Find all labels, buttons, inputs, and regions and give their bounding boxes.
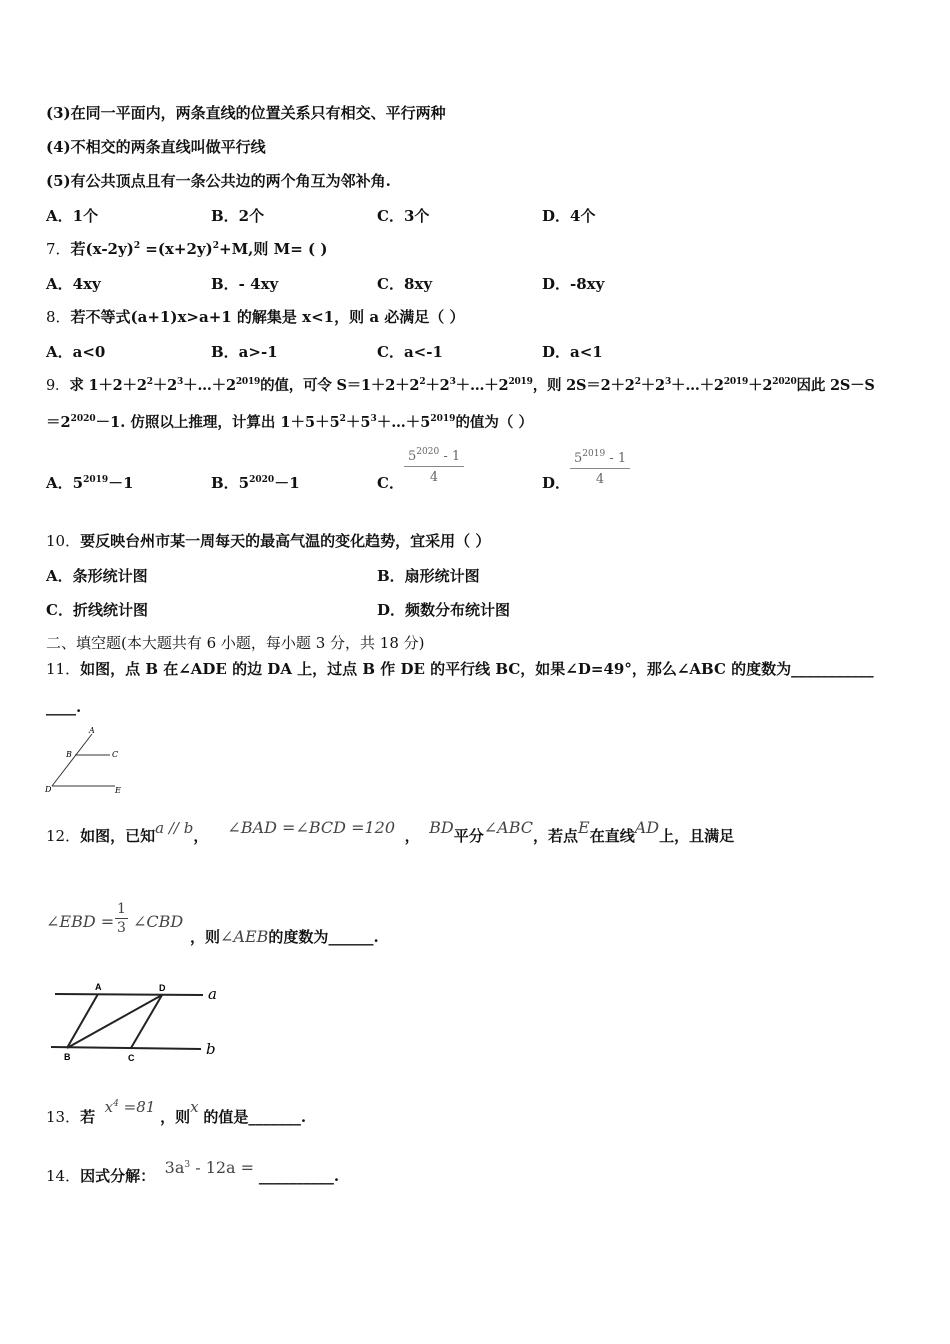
q9-option-a[interactable]: A．$5^{2019}-1$	[46, 474, 134, 492]
label-b: B	[66, 750, 72, 759]
q7-option-a[interactable]: A．4xy	[46, 275, 101, 293]
q11-stem: 如图，点 B 在∠ADE 的边 DA 上，过点 B 作 DE 的平行线 BC，如果∠D=49°，那么∠ABC 的度数为	[80, 660, 792, 678]
label-line-b: b	[206, 1040, 216, 1058]
statement-3: (3)在同一平面内，两条直线的位置关系只有相交、平行两种	[46, 104, 446, 122]
q14-expression: $3a^3 - 12a$ =	[164, 1158, 255, 1177]
q11-number: 11．	[46, 660, 81, 678]
label-c-point: C	[128, 1053, 135, 1063]
question-7	[46, 239, 327, 259]
line-b	[51, 1047, 201, 1049]
q9-option-d-fraction: $\frac{5^{2019} - 1}{4}$	[570, 451, 630, 487]
q11-answer-blank[interactable]: ___________	[791, 660, 874, 678]
q7-stem: 若$(x-2y)^2 =(x+2y)^2+M$,则 M= ( )	[70, 240, 328, 258]
q12-line-2: ，则∠AEB的度数为______.	[190, 927, 379, 946]
q8-option-d[interactable]: D．a<1	[542, 343, 603, 361]
q8-option-a[interactable]: A．a<0	[46, 343, 106, 361]
question-9-line-1: 9．求 $1+2+2^2+2^3+\dots+2^{2019}$的值，可令 $S=1+2+2^2+2^3+\dots+2^{2019}$，则 $2S=2+2^2+2^3+\dots+2^{2019}+2^{2020}$因此 2S－S	[46, 377, 875, 394]
statement-4: (4)不相交的两条直线叫做平行线	[46, 138, 266, 156]
q6-option-a[interactable]: A．1个	[46, 207, 99, 225]
label-a: A	[89, 726, 95, 735]
q11-figure	[40, 722, 130, 796]
question-8	[46, 307, 464, 327]
q8-stem: 若不等式(a+1)x>a+1 的解集是 x<1，则 a 必满足（ ）	[70, 308, 465, 326]
q9-option-c-fraction: $\frac{5^{2020} - 1}{4}$	[404, 449, 464, 485]
q8-option-c[interactable]: C．a<-1	[377, 343, 443, 361]
q12-condition-rhs: ∠CBD	[133, 912, 184, 931]
question-12-line-1: 12．如图，已知a // b， ∠BAD =∠BCD =120 ， BD平分∠ABC，若点E在直线AD上，且满足	[46, 818, 735, 845]
label-d-point: D	[159, 983, 166, 993]
q10-option-d[interactable]: D．频数分布统计图	[377, 601, 511, 619]
q12-figure	[45, 978, 235, 1064]
q13-equation: $x^4 =81$	[104, 1098, 156, 1116]
section-2-heading: 二、填空题(本大题共有 6 小题，每小题 3 分，共 18 分)	[46, 634, 425, 652]
label-a-point: A	[95, 982, 102, 992]
q10-stem: 要反映台州市某一周每天的最高气温的变化趋势，宜采用（ ）	[80, 532, 491, 550]
question-13: 13．若 $x^4 =81$ ，则x 的值是_______.	[46, 1098, 307, 1126]
q6-option-c[interactable]: C．3个	[377, 207, 430, 225]
question-10	[46, 531, 490, 551]
q9-option-d[interactable]: D．	[542, 474, 571, 492]
q6-option-b[interactable]: B．2个	[211, 207, 265, 225]
q14-answer-blank[interactable]: __________	[258, 1167, 334, 1185]
q12-answer-blank[interactable]: ______	[328, 928, 374, 946]
q7-option-c[interactable]: C．8xy	[377, 275, 433, 293]
question-9-line-2: $=2^{2020}-1$. 仿照以上推理，计算出 $1+5+5^2+5^3+\dots+5^{2019}$的值为（ ）	[46, 414, 533, 431]
label-line-a: a	[208, 985, 217, 1003]
q7-option-d[interactable]: D．-8xy	[542, 275, 605, 293]
label-b-point: B	[64, 1052, 71, 1062]
question-14: 14．因式分解： $3a^3 - 12a$ = __________.	[46, 1158, 340, 1185]
q12-fraction: $\frac{1}{3}$	[117, 901, 126, 936]
ray-da	[52, 734, 92, 786]
q10-option-c[interactable]: C．折线统计图	[46, 601, 148, 619]
q9-option-b[interactable]: B．$5^{2020}-1$	[211, 474, 300, 492]
q9-option-c[interactable]: C．	[377, 474, 404, 492]
q13-answer-blank[interactable]: _______	[248, 1108, 301, 1126]
q7-option-b[interactable]: B．- 4xy	[211, 275, 279, 293]
q6-option-d[interactable]: D．4个	[542, 207, 596, 225]
line-a	[55, 994, 203, 995]
q11-blank-continued[interactable]: ____.	[46, 698, 82, 716]
q8-number: 8．	[46, 308, 71, 326]
q10-number: 10．	[46, 532, 81, 550]
question-11	[46, 659, 874, 679]
q8-option-b[interactable]: B．a>-1	[211, 343, 278, 361]
q10-option-a[interactable]: A．条形统计图	[46, 567, 148, 585]
label-e: E	[115, 786, 121, 795]
q7-number: 7．	[46, 240, 71, 258]
q12-condition-lhs: ∠EBD =	[46, 912, 115, 931]
label-d: D	[45, 785, 52, 794]
q10-option-b[interactable]: B．扇形统计图	[377, 567, 480, 585]
statement-5: (5)有公共顶点且有一条公共边的两个角互为邻补角.	[46, 172, 391, 190]
label-c: C	[112, 750, 119, 759]
